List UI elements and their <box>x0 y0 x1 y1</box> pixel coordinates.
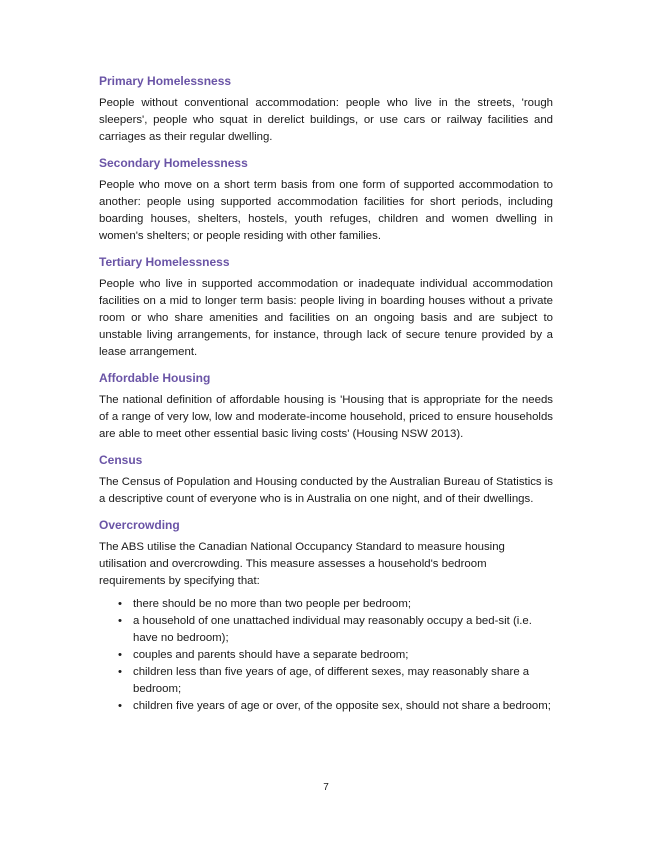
section-affordable-housing <box>99 370 553 443</box>
list-item-text: children less than five years of age, of different sexes, may reasonably share a bedroom; <box>133 666 530 695</box>
list-item <box>99 698 553 715</box>
list-item <box>99 664 553 698</box>
section-body: The Census of Population and Housing conducted by the Australian Bureau of Statistics is a descriptive count of everyone who is in Australia on one night, and of their dwellings. <box>99 476 554 505</box>
list-item-text: there should be no more than two people per bedroom; <box>133 598 411 610</box>
list-item <box>99 613 553 647</box>
section-body: People without conventional accommodation: people who live in the streets, 'rough sleepers', people who squat in derelict buildings, or use cars or railway facilities and carriages as their regular dwelling. <box>99 97 553 143</box>
section-heading: Secondary Homelessness <box>99 156 248 170</box>
section-heading: Affordable Housing <box>99 371 211 385</box>
list-item-text: couples and parents should have a separate bedroom; <box>133 649 409 661</box>
section-census <box>99 452 553 508</box>
section-heading: Census <box>99 453 143 467</box>
section-body: The national definition of affordable housing is 'Housing that is appropriate for the needs of a range of very low, low and moderate-income household, priced to ensure households are able to meet other essential basic living costs' (Housing NSW 2013). <box>99 394 553 440</box>
section-heading: Tertiary Homelessness <box>99 255 230 269</box>
bullet-icon: • <box>118 700 122 712</box>
section-body: The ABS utilise the Canadian National Occupancy Standard to measure housing utilisation and overcrowding. This measure assesses a household's bedroom requirements by specifying that: <box>99 541 505 587</box>
bullet-list <box>99 596 553 715</box>
bullet-icon: • <box>118 649 122 661</box>
section-primary-homelessness <box>99 73 553 146</box>
page-number: 7 <box>323 782 329 793</box>
bullet-icon: • <box>118 615 122 627</box>
section-tertiary-homelessness <box>99 254 553 361</box>
section-heading: Overcrowding <box>99 518 180 532</box>
section-heading: Primary Homelessness <box>99 74 232 88</box>
list-item-text: children five years of age or over, of the opposite sex, should not share a bedroom; <box>133 700 551 712</box>
section-body: People who move on a short term basis from one form of supported accommodation to another: people using supported accommodation facilities for short periods, including boarding houses, shelters, hostels, youth refuges, children and women dwelling in women's shelters; or people residing with other families. <box>99 179 553 242</box>
list-item-text: a household of one unattached individual may reasonably occupy a bed-sit (i.e. have no bedroom); <box>133 615 532 644</box>
section-overcrowding <box>99 517 553 715</box>
bullet-icon: • <box>118 666 122 678</box>
section-secondary-homelessness <box>99 155 553 245</box>
section-body: People who live in supported accommodation or inadequate individual accommodation facilities on a mid to longer term basis: people living in boarding houses without a private room or who share amenities and facilities on an ongoing basis and are subject to unstable living arrangements, for instance, through lack of secure tenure provided by a lease arrangement. <box>99 278 553 358</box>
bullet-icon: • <box>118 598 122 610</box>
document-page <box>99 64 553 715</box>
list-item <box>99 647 553 664</box>
list-item <box>99 596 553 613</box>
